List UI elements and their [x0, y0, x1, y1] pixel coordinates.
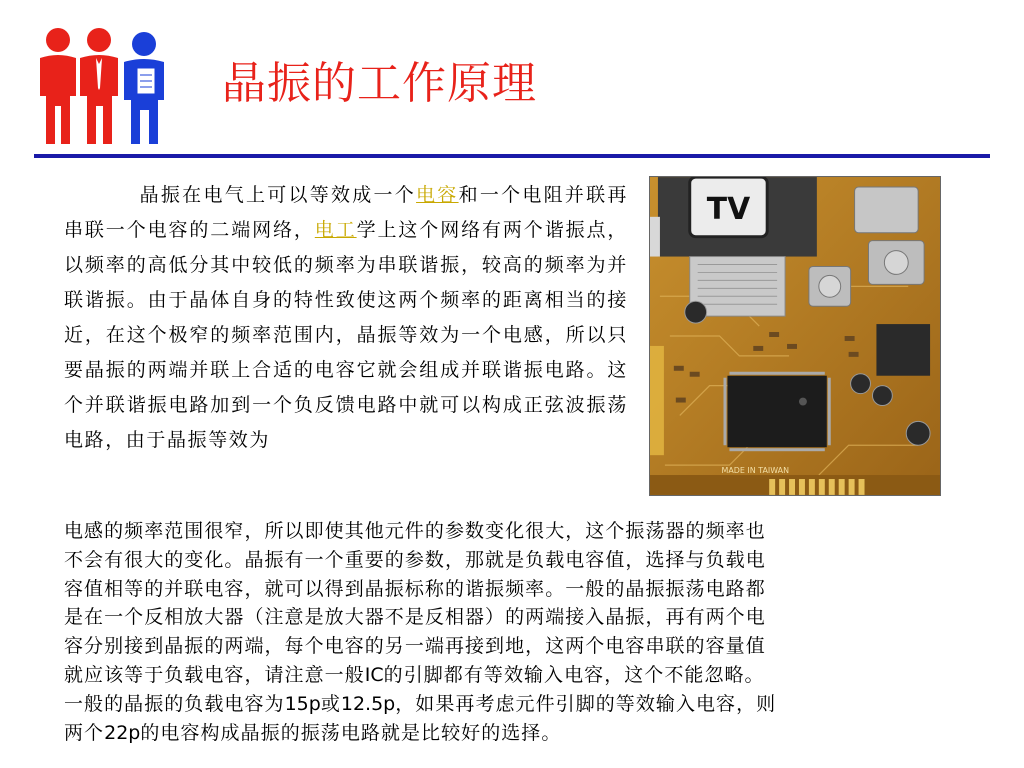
continuation-paragraph	[64, 517, 964, 747]
text-line: 容分别接到晶振的两端，每个电容的另一端再接到地，这两个电容串联的容量值	[64, 635, 766, 658]
text-segment: 一般的晶振的负载电容为	[64, 692, 285, 715]
text-line	[64, 690, 964, 719]
link-electrician[interactable]: 电工	[314, 219, 357, 241]
tv-label: TV	[706, 191, 751, 227]
text-segment: 或	[320, 692, 341, 715]
text-line	[64, 661, 964, 690]
people-logo-icon	[36, 26, 176, 148]
text-line: 电感的频率范围很窄，所以即使其他元件的参数变化很大，这个振荡器的频率也	[64, 520, 766, 542]
slide-title: 晶振的工作原理	[222, 58, 537, 109]
text-segment: ，如果再考虑元件引脚的等效输入电容，则	[395, 692, 777, 715]
text-segment: 的电容构成晶振的振荡电路就是比较好的选择。	[140, 721, 562, 744]
value-12-5p: 12.5p	[340, 692, 396, 715]
value-22p: 22p	[104, 721, 141, 744]
ic-term: IC	[364, 663, 384, 686]
text-line	[64, 719, 964, 748]
circuit-board-photo	[649, 176, 941, 496]
text-segment: 就应该等于负载电容，请注意一般	[64, 663, 365, 686]
title-divider	[34, 154, 990, 158]
text-line: 不会有很大的变化。晶振有一个重要的参数，那就是负载电容值，选择与负载电	[64, 548, 766, 571]
intro-text-2: 和一个电阻并联再串联一个电容的二端网络，	[64, 184, 628, 241]
link-capacitor[interactable]: 电容	[416, 184, 459, 206]
intro-text-1: 晶振在电气上可以等效成一个	[139, 184, 417, 206]
text-segment: 两个	[64, 721, 105, 744]
intro-paragraph	[64, 178, 628, 458]
text-segment: 的引脚都有等效输入电容，这个不能忽略。	[383, 663, 765, 686]
made-in-taiwan-text: MADE IN TAIWAN	[721, 466, 790, 476]
text-line: 容值相等的并联电容，就可以得到晶振标称的谐振频率。一般的晶振振荡电路都	[64, 577, 766, 600]
value-15p: 15p	[284, 692, 321, 715]
text-line: 是在一个反相放大器（注意是放大器不是反相器）的两端接入晶振，再有两个电	[64, 606, 766, 629]
intro-text-3: 学上这个网络有两个谐振点，以频率的高低分其中较低的频率为串联谐振，较高的频率为并联谐振。由于晶体自身的特性致使这两个频率的距离相当的接近，在这个极窄的频率范围内，晶振等效为一个电感，所以只要晶振的两端并联上合适的电容它就会组成并联谐振电路。这个并联谐振电路加到一个负反馈电路中就可以构成正弦波振荡电路，由于晶振等效为	[64, 219, 629, 451]
